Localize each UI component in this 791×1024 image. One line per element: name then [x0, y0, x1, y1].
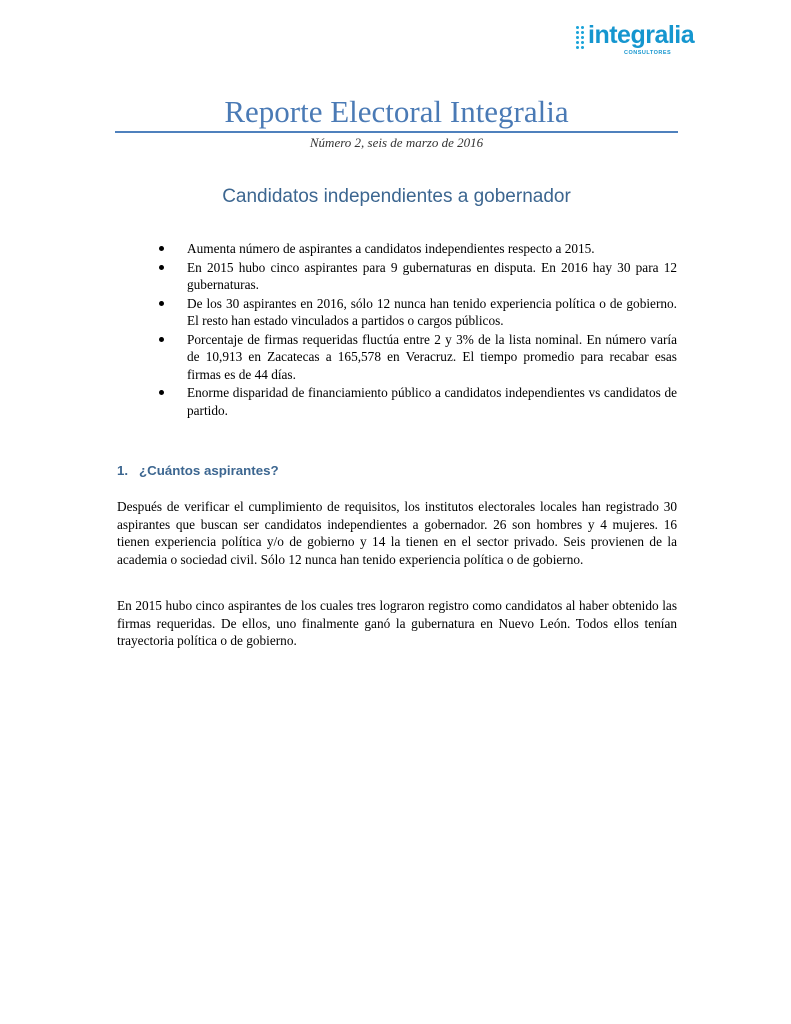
section-heading-1 [117, 463, 279, 478]
logo-dots-icon [576, 26, 586, 56]
integralia-logo [576, 20, 695, 60]
logo-subtitle: CONSULTORES [624, 50, 672, 56]
body-paragraph: Después de verificar el cumplimiento de requisitos, los institutos electorales locales han registrado 30 aspirantes que buscan ser candidatos independientes a gobernador. 26 son hombres y 4 mujeres. 16 tienen experiencia política y/o de gobierno y 14 la tienen en el sector privado. Seis provienen de la academia o sociedad civil. Sólo 12 nunca han tenido experiencia política o de gobierno. [117, 499, 677, 567]
bullet-icon [159, 301, 164, 306]
report-subtitle: Número 2, seis de marzo de 2016 [309, 135, 484, 150]
summary-bullet-list [155, 240, 677, 420]
bullet-icon [159, 390, 164, 395]
section-title: Candidatos independientes a gobernador [222, 186, 571, 207]
bullet-icon [159, 337, 164, 342]
body-paragraph: En 2015 hubo cinco aspirantes de los cuales tres lograron registro como candidatos al haber obtenido las firmas requeridas. De ellos, uno finalmente ganó la gubernatura en Nuevo León. Todos ellos tenían trayectoria política o de gobierno. [117, 598, 677, 648]
heading-text: ¿Cuántos aspirantes? [139, 463, 279, 478]
bullet-item [155, 240, 677, 258]
bullet-text: Aumenta número de aspirantes a candidatos independientes respecto a 2015. [187, 241, 595, 256]
bullet-item [155, 331, 677, 384]
bullet-icon [159, 265, 164, 270]
bullet-text: Porcentaje de firmas requeridas fluctúa entre 2 y 3% de la lista nominal. En número varía de 10,913 en Zacatecas a 165,578 en Veracruz. El tiempo promedio para recabar esas firmas es de 44 días. [187, 331, 677, 382]
title-divider [115, 131, 678, 133]
bullet-icon [159, 246, 164, 251]
bullet-text: De los 30 aspirantes en 2016, sólo 12 nunca han tenido experiencia política o de gobierno. El resto han estado vinculados a partidos o cargos públicos. [187, 295, 677, 328]
bullet-text: En 2015 hubo cinco aspirantes para 9 gubernaturas en disputa. En 2016 hay 30 para 12 gubernaturas. [187, 259, 677, 292]
bullet-text: Enorme disparidad de financiamiento público a candidatos independientes vs candidatos de partido. [187, 385, 677, 418]
bullet-item [155, 295, 677, 330]
bullet-item [155, 384, 677, 419]
heading-number: 1. [117, 463, 129, 478]
bullet-item [155, 259, 677, 294]
report-title: Reporte Electoral Integralia [224, 94, 569, 129]
logo-wordmark: integralia [588, 21, 695, 49]
